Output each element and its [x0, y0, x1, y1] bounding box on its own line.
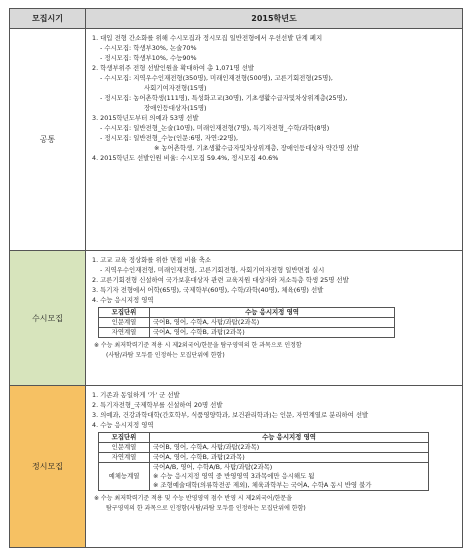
jeongsi-content [86, 386, 463, 548]
admissions-table [9, 8, 463, 548]
jeongsi-line: 4. 수능 응시지정 영역 [92, 421, 154, 429]
common-line: 3. 2015학년도부터 의예과 53명 선발 [92, 114, 199, 122]
table-row [99, 318, 395, 328]
table-cell: 국어B, 영어, 수학A, 사탐/과탐(2과목) [150, 318, 395, 328]
table-cell: 국어B, 영어, 수학A, 사탐/과탐(2과목) [150, 443, 429, 453]
common-line: 1. 대입 전형 간소화를 위해 수시모집과 정시모집 일반전형에서 우선선발 단계 폐지 [92, 34, 323, 42]
susi-note: ※ 수능 최저학력기준 적용 시 제2외국어/한문을 탐구영역의 한 과목으로 인정함 [94, 342, 302, 349]
header-year: 2015학년도 [86, 9, 463, 29]
table-cell: 인문계열 [99, 443, 150, 453]
table-row [99, 328, 395, 338]
common-line: ※ 농어촌학생, 기초생활수급자및차상위계층, 장애인등대상자 약간명 선발 [154, 144, 359, 152]
susi-line: - 지역우수인재전형, 미래인재전형, 고른기회전형, 사회기여자전형 일반면접 실시 [100, 266, 325, 274]
susi-row [10, 251, 463, 386]
common-line: 2. 학생부위주 전형 선발인원을 확대하여 총 1,071명 선발 [92, 64, 255, 72]
table-cell [150, 463, 429, 491]
table-row [99, 463, 429, 491]
common-line: 사회기여자전형(15명) [144, 84, 207, 92]
susi-line: 1. 고교 교육 정상화를 위한 면접 비율 축소 [92, 256, 212, 264]
arts-line: ※ 수능 응시지정 영역 중 반영영역 3과목에만 응시해도 됨 [153, 472, 315, 480]
table-header: 모집단위 [99, 433, 150, 443]
table-row [99, 433, 429, 443]
common-line: - 정시모집: 학생부10%, 수능90% [100, 54, 197, 62]
arts-line: 국어A/B, 영어, 수학A/B, 사탐/과탐(2과목) [153, 463, 273, 471]
jeongsi-line: 1. 기존과 동일하게 '가' 군 선발 [92, 391, 180, 399]
table-cell: 국어A, 영어, 수학B, 과탐(2과목) [150, 328, 395, 338]
common-label: 공통 [10, 29, 86, 251]
common-content [86, 29, 463, 251]
header-row [10, 9, 463, 29]
table-cell: 국어A, 영어, 수학B, 과탐(2과목) [150, 453, 429, 463]
susi-line: 4. 수능 응시지정 영역 [92, 296, 154, 304]
table-header: 수능 응시지정 영역 [150, 433, 429, 443]
jeongsi-note: ※ 수능 최저학력기준 적용 및 수능 반영영역 점수 반영 시 제2외국어/한문을 [94, 495, 293, 502]
jeongsi-label: 정시모집 [10, 386, 86, 548]
table-cell: 예체능계열 [99, 463, 150, 491]
susi-content [86, 251, 463, 386]
table-header: 수능 응시지정 영역 [150, 308, 395, 318]
jeongsi-line: 3. 의예과, 건강과학대학(간호학부, 식품영양학과, 보건관리학과)는 인문, 자연계열로 분리하여 선발 [92, 411, 369, 419]
table-row [99, 443, 429, 453]
common-line: 4. 2015학년도 선발인원 비율: 수시모집 59.4%, 정시모집 40.6% [92, 154, 279, 162]
common-line: - 수시모집: 지역우수인재전형(350명), 미래인재전형(500명), 고른기회전형(25명), [100, 74, 333, 82]
jeongsi-row [10, 386, 463, 548]
table-row [99, 308, 395, 318]
susi-line: 2. 고른기회전형 신설하여 국가보훈대상자 관련 교육지원 대상자와 저소득층 학생 25명 선발 [92, 276, 349, 284]
common-line: 장애인등대상자(15명) [144, 104, 207, 112]
table-header: 모집단위 [99, 308, 150, 318]
susi-subject-table [98, 307, 395, 338]
common-line: - 정시모집: 일반전형_수능(인문:6명, 자연:22명), [100, 134, 239, 142]
jeongsi-line: 2. 특기자전형_국제학부를 신설하여 20명 선발 [92, 401, 223, 409]
jeongsi-subject-table [98, 432, 429, 491]
susi-note: (사탐/과탐 모두를 인정하는 모집단위에 한함) [106, 352, 225, 359]
table-cell: 자연계열 [99, 328, 150, 338]
common-line: - 수시모집: 일반전형_논술(10명), 미래인재전형(7명), 특기자전형_수학/과학(8명) [100, 124, 330, 132]
arts-line: ※ 조형예술대학(의류학전공 제외), 체육과학부는 국어A, 수학A 동시 반영 불가 [153, 481, 372, 489]
jeongsi-note: 탐구영역의 한 과목으로 인정함(사탐/과탐 모두를 인정하는 모집단위에 한함) [106, 505, 306, 512]
common-row [10, 29, 463, 251]
table-cell: 자연계열 [99, 453, 150, 463]
common-line: - 정시모집: 농어촌학생(111명), 특성화고교(30명), 기초생활수급자및차상위계층(25명), [100, 94, 348, 102]
table-row [99, 453, 429, 463]
table-cell: 인문계열 [99, 318, 150, 328]
header-period: 모집시기 [10, 9, 86, 29]
susi-line: 3. 특기자 전형에서 어학(65명), 국제학부(60명), 수학/과학(40명), 체육(6명) 선발 [92, 286, 324, 294]
common-line: - 수시모집: 학생부30%, 논술70% [100, 44, 197, 52]
susi-label: 수시모집 [10, 251, 86, 386]
